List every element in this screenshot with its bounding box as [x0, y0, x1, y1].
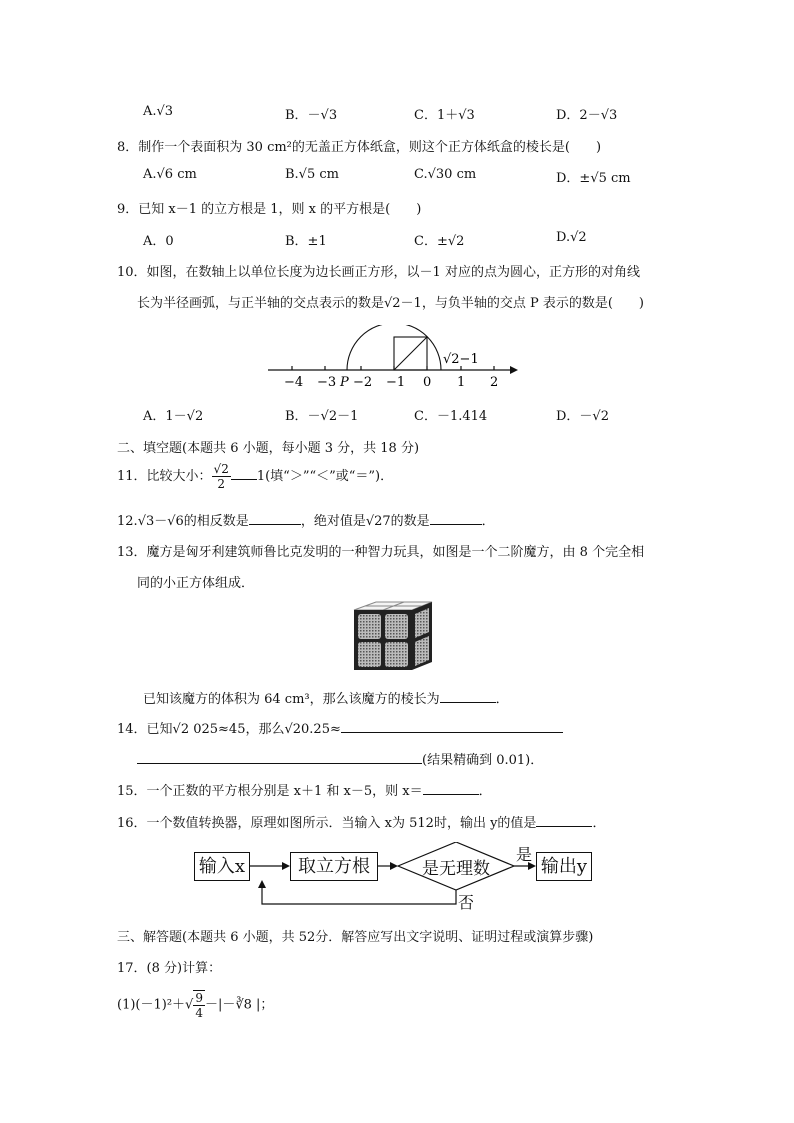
q11-fraction	[212, 462, 231, 491]
q9-option-b: B．±1	[285, 234, 327, 249]
q12-answer-blank-2[interactable]	[430, 512, 482, 525]
q11-suffix: 1(填“＞”“＜”或“＝”)．	[256, 469, 394, 484]
q16-answer-blank[interactable]	[536, 814, 592, 827]
flow-no-label: 否	[458, 893, 475, 912]
q7-option-a: A.√3	[143, 104, 174, 119]
label-p: P	[340, 375, 349, 390]
q13-stem-line1: 13．魔方是匈牙利建筑师鲁比克发明的一种智力玩具，如图是一个二阶魔方，由 8 个完全相	[117, 545, 645, 560]
q13-stem-line3	[143, 688, 509, 707]
q8-option-c: C.√30 cm	[414, 167, 477, 182]
q14-stem: 14．已知√2 025≈45，那么√20.25≈	[117, 722, 341, 737]
q10-option-b: B．－√2－1	[285, 409, 359, 424]
q7-option-d: D．2－√3	[556, 108, 618, 123]
q17-fraction	[193, 990, 205, 1020]
label-1: 1	[457, 375, 466, 390]
q9-option-d: D.√2	[556, 230, 587, 245]
q14-suffix: (结果精确到 0.01)．	[422, 753, 544, 768]
section-3-heading: 三、解答题(本题共 6 小题，共 52分．解答应写出文字说明、证明过程或演算步骤)	[117, 930, 594, 945]
q9-option-a: A．0	[143, 234, 174, 249]
q9-option-c: C．±√2	[414, 234, 465, 249]
flow-step-box: 取立方根	[290, 852, 378, 881]
q12	[117, 510, 495, 529]
flowchart	[190, 842, 600, 922]
q8-option-b: B.√5 cm	[285, 167, 339, 182]
q10-stem-line2: 长为半径画弧，与正半轴的交点表示的数是√2－1，与负半轴的交点 P 表示的数是( )	[137, 296, 644, 311]
flow-input-box: 输入x	[194, 852, 250, 881]
flow-decision-label: 是无理数	[422, 859, 490, 879]
label-2: 2	[490, 375, 499, 390]
q14-answer-blank-1[interactable]	[341, 720, 563, 733]
label-sqrt2-minus-1: √2−1	[443, 352, 479, 367]
q12-number: 12.	[117, 514, 138, 529]
q13-stem-line2: 同的小正方体组成．	[137, 576, 255, 591]
q13-end: ．	[495, 692, 509, 707]
square-diagonal	[394, 337, 427, 370]
label-neg2: −2	[353, 375, 373, 390]
rubiks-cube-figure	[348, 600, 436, 674]
q10-stem-line1: 10．如图，在数轴上以单位长度为边长画正方形，以－1 对应的点为圆心，正方形的对角线	[117, 265, 640, 280]
q10-option-d: D．－√2	[556, 409, 609, 424]
q13-question: 已知该魔方的体积为 64 cm³，那么该魔方的棱长为	[143, 692, 440, 707]
q12-text-1: √3－√6的相反数是	[137, 514, 249, 529]
q13-answer-blank[interactable]	[440, 690, 496, 703]
q17-denominator: 4	[195, 1006, 203, 1020]
q7-option-b: B．－√3	[285, 108, 338, 123]
q8-stem: 8．制作一个表面积为 30 cm²的无盖正方体纸盒，则这个正方体纸盒的棱长是( )	[117, 140, 602, 155]
q10-option-c: C．－1.414	[414, 409, 488, 424]
number-line-figure	[260, 325, 530, 393]
q8-option-d: D．±√5 cm	[556, 171, 631, 186]
q11-prefix: 11．比较大小：	[117, 469, 212, 484]
q16-end: ．	[592, 816, 606, 831]
section-2-heading: 二、填空题(本题共 6 小题，每小题 3 分，共 18 分)	[117, 441, 420, 456]
q7-option-c: C．1＋√3	[414, 108, 475, 123]
q15	[117, 780, 492, 799]
q9-stem: 9．已知 x－1 的立方根是 1，则 x 的平方根是( )	[117, 202, 422, 217]
q15-stem: 15．一个正数的平方根分别是 x＋1 和 x－5，则 x＝	[117, 784, 423, 799]
label-neg3: −3	[317, 375, 337, 390]
q12-end: ．	[481, 514, 495, 529]
flow-output-box: 输出y	[536, 852, 592, 881]
label-neg4: −4	[284, 375, 304, 390]
q8-option-a: A.√6 cm	[143, 167, 197, 182]
q14-line1	[117, 718, 563, 737]
q17-sqrt-sign: √	[185, 997, 194, 1013]
q17-part1	[117, 990, 273, 1020]
q17-numerator: 9	[195, 991, 203, 1005]
q12-text-2: ，绝对值是√27的数是	[300, 514, 430, 529]
q17-part1-b: －|－∛8 |；	[204, 997, 274, 1013]
flow-connectors	[190, 842, 600, 922]
q16-stem: 16．一个数值转换器，原理如图所示．当输入 x为 512时，输出 y的值是	[117, 816, 537, 831]
q14-line2	[137, 749, 543, 768]
q10-option-a: A．1－√2	[143, 409, 204, 424]
axis-arrow	[510, 366, 518, 374]
q16	[117, 812, 605, 831]
q11	[117, 462, 393, 491]
q11-answer-blank[interactable]	[231, 467, 257, 480]
label-neg1: −1	[386, 375, 406, 390]
q15-end: ．	[478, 784, 492, 799]
q14-answer-blank-2[interactable]	[137, 751, 422, 764]
q11-numerator: √2	[213, 462, 229, 476]
q17-part1-a: (1)(－1)²＋	[117, 997, 186, 1013]
q12-answer-blank-1[interactable]	[249, 512, 301, 525]
q17-stem: 17．(8 分)计算：	[117, 961, 222, 976]
q15-answer-blank[interactable]	[423, 782, 479, 795]
label-0: 0	[423, 375, 432, 390]
q11-denominator: 2	[217, 477, 225, 491]
flow-yes-label: 是	[516, 845, 533, 864]
